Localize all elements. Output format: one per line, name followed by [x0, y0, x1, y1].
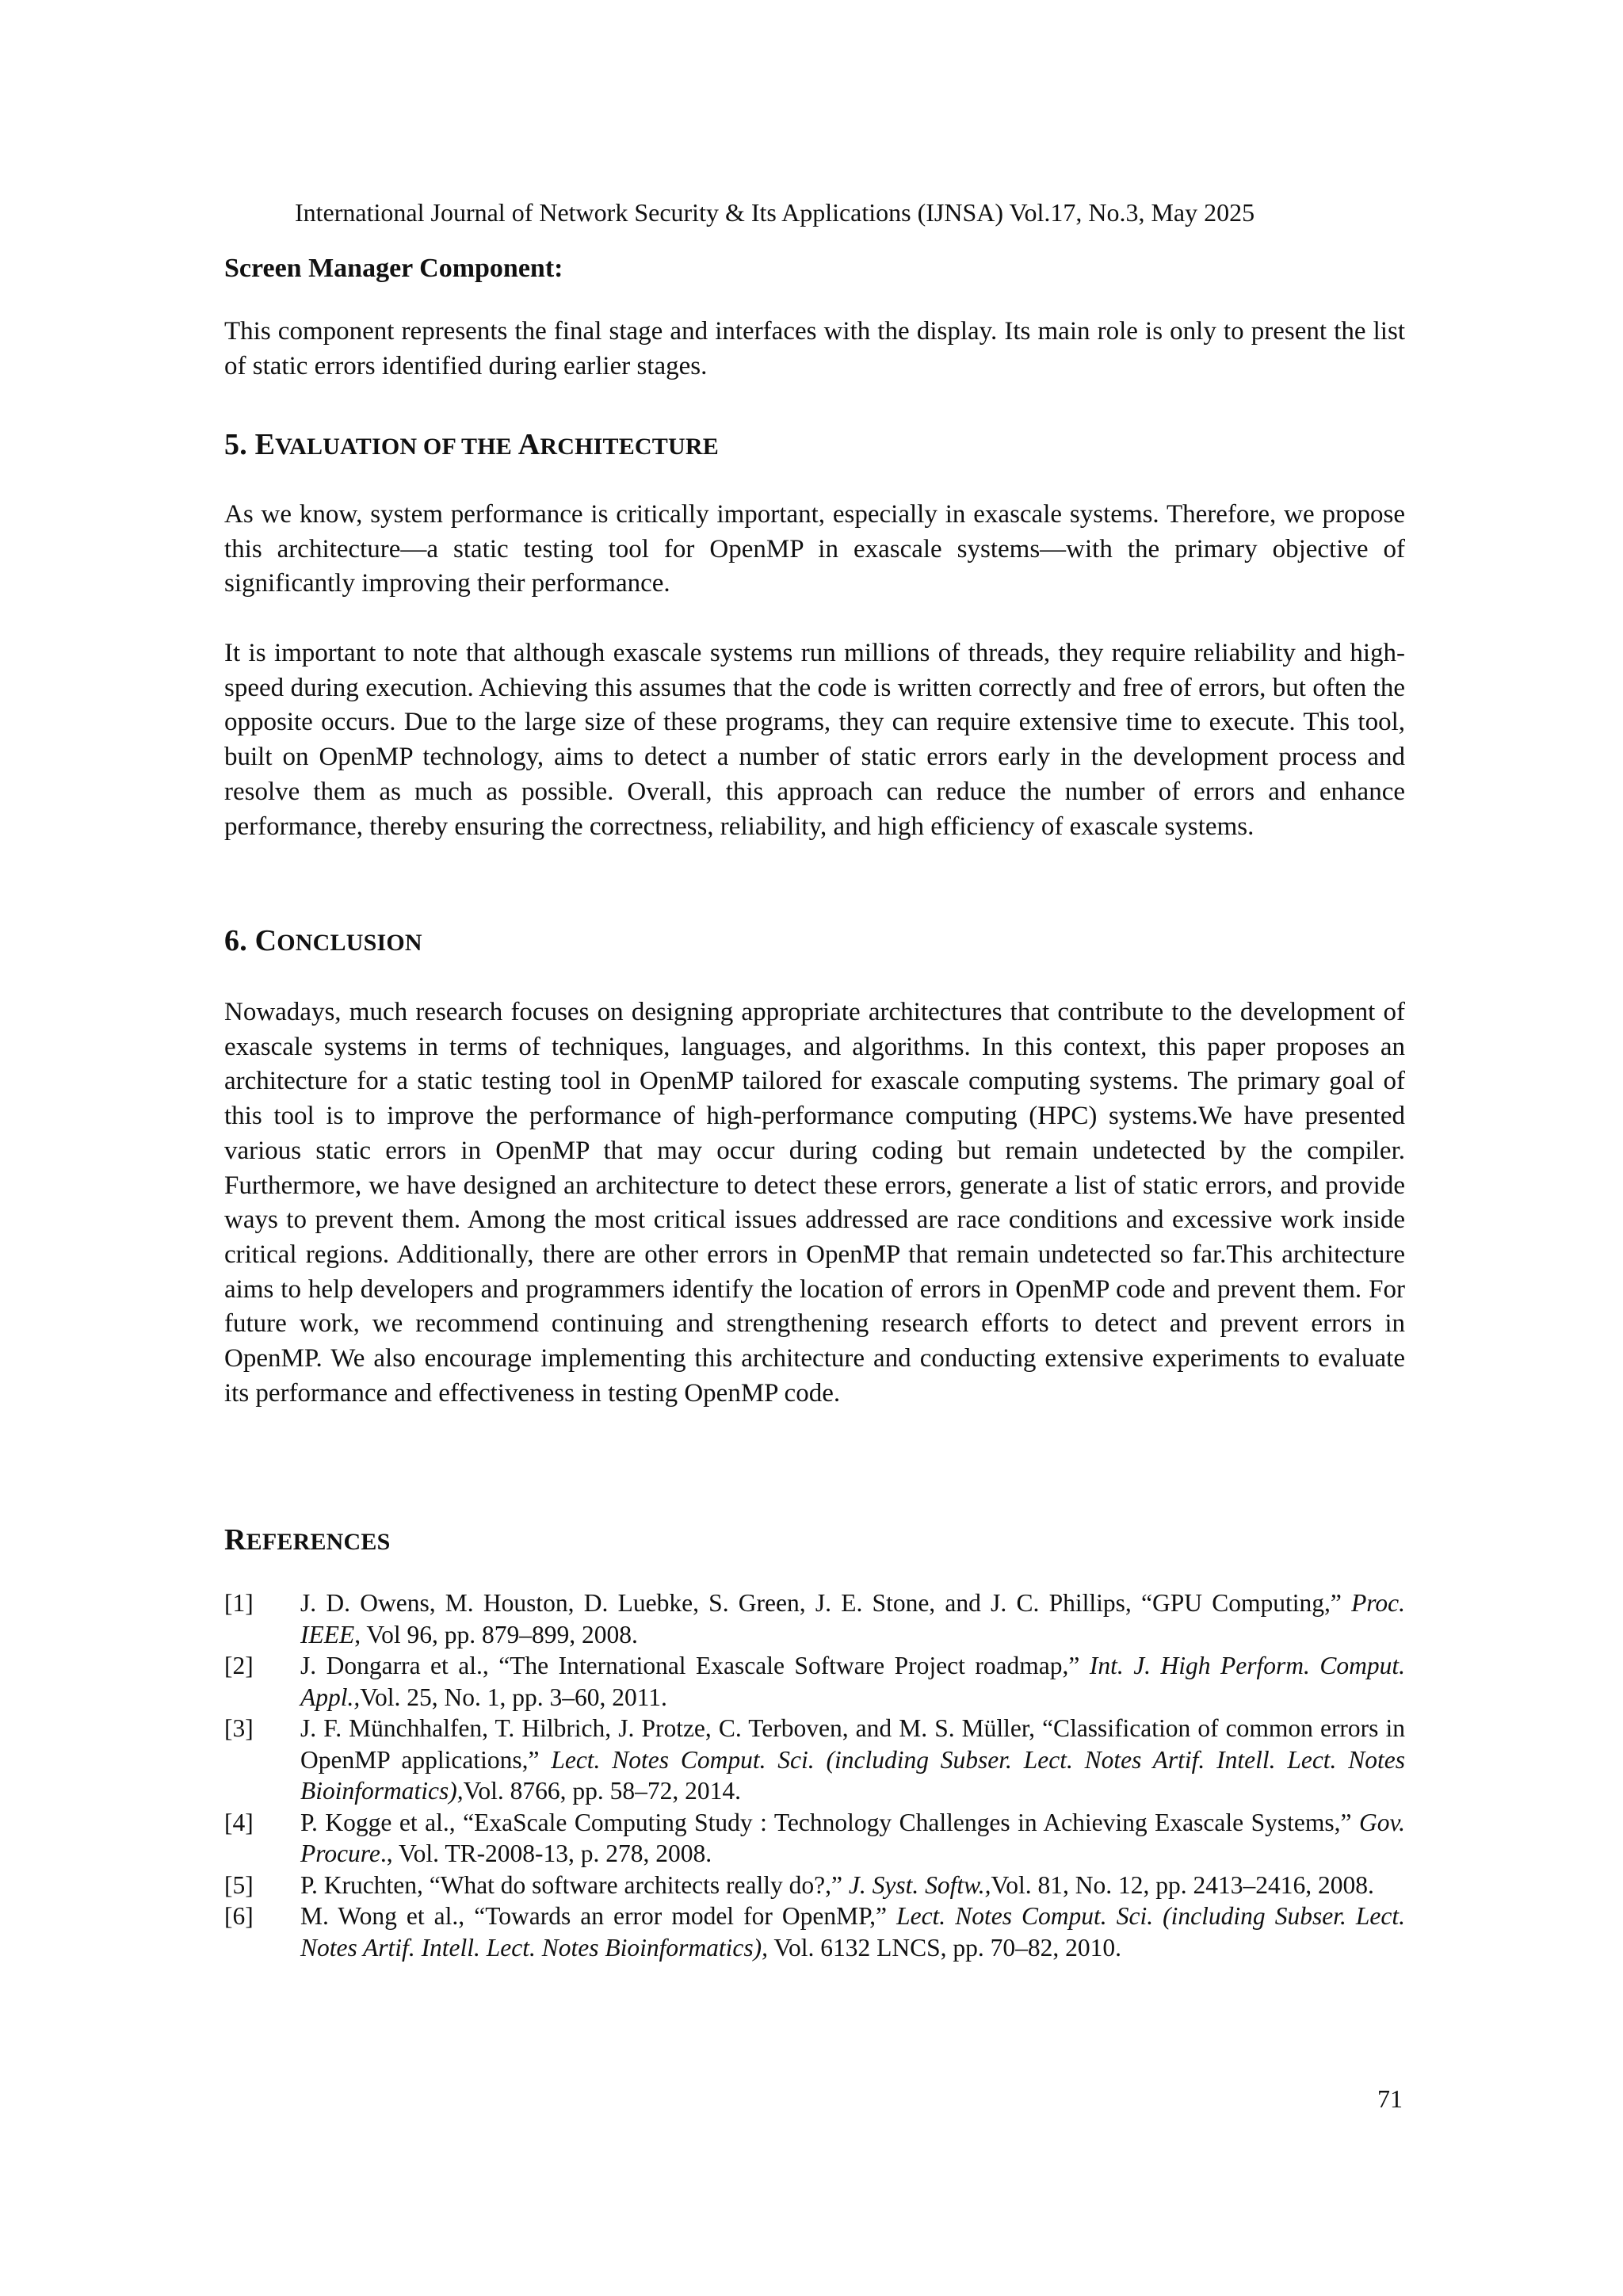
references-title-rest: EFERENCES: [246, 1529, 391, 1555]
reference-number: [1]: [224, 1589, 254, 1617]
reference-number: [6]: [224, 1902, 254, 1930]
reference-authors-title: P. Kogge et al., “ExaScale Computing Study : Technology Challenges in Achieving Exascale Systems,”: [300, 1808, 1359, 1836]
reference-text: [300, 1713, 1405, 1807]
reference-venue: Lect. Notes Comput. Sci. (including Subser. Lect. Notes Artif. Intell. Lect. Notes Bioinformatics),: [300, 1902, 1405, 1962]
section-5-number: 5.: [224, 428, 255, 461]
reference-venue: J. Syst. Softw.,: [848, 1870, 991, 1899]
reference-venue: Int. J. High Perform. Comput. Appl.,: [300, 1652, 1405, 1711]
section-5-title-part2: RCHITECTURE: [540, 434, 719, 460]
reference-details: Vol. 81, No. 12, pp. 2413–2416, 2008.: [991, 1870, 1374, 1899]
reference-authors-title: M. Wong et al., “Towards an error model for OpenMP,”: [300, 1902, 897, 1930]
reference-item: [224, 1587, 1405, 1650]
reference-details: ., Vol. TR-2008-13, p. 278, 2008.: [380, 1839, 712, 1867]
section-6-title-cap-c: C: [254, 924, 277, 957]
references-list: [224, 1587, 1405, 1963]
reference-text: [300, 1807, 1405, 1870]
reference-text: [300, 1587, 1405, 1650]
section-6-number: 6.: [224, 924, 255, 957]
reference-item: [224, 1650, 1405, 1713]
reference-authors-title: J. Dongarra et al., “The International Exascale Software Project roadmap,”: [300, 1652, 1090, 1679]
references-heading: [224, 1521, 391, 1561]
section-5-title-cap-a: A: [517, 428, 540, 461]
section-5-heading: [224, 426, 719, 466]
section-5-title-part1: VALUATION OF THE: [275, 434, 518, 460]
running-header: International Journal of Network Security & Its Applications (IJNSA) Vol.17, No.3, May 2025: [295, 198, 1255, 227]
reference-text: [300, 1650, 1405, 1713]
reference-text: [300, 1870, 1405, 1901]
reference-item: [224, 1870, 1405, 1901]
reference-item: [224, 1901, 1405, 1963]
reference-number: [4]: [224, 1808, 254, 1836]
page-number: 71: [1377, 2084, 1403, 2113]
reference-venue: Gov. Procure: [300, 1808, 1405, 1867]
screen-manager-paragraph-block: [224, 315, 1405, 384]
screen-manager-heading: Screen Manager Component:: [224, 254, 563, 283]
reference-details: Vol. 8766, pp. 58–72, 2014.: [463, 1777, 741, 1805]
reference-details: Vol. 25, No. 1, pp. 3–60, 2011.: [360, 1683, 667, 1711]
section-5-paragraph-2-block: [224, 636, 1405, 844]
reference-number: [2]: [224, 1652, 254, 1679]
references-title-cap-r: R: [224, 1523, 246, 1557]
section-5-paragraph-1-block: [224, 498, 1405, 602]
reference-authors-title: P. Kruchten, “What do software architects really do?,”: [300, 1870, 849, 1899]
reference-number: [5]: [224, 1870, 254, 1899]
section-5-paragraph-2: It is important to note that although exascale systems run millions of threads, they require reliability and high-speed during execution. Achieving this assumes that the code is written correctly and free of errors, but often the opposite occurs. Due to the large size of these programs, they can require extensive time to execute. This tool, built on OpenMP technology, aims to detect a number of static errors early in the development process and resolve them as much as possible. Overall, this approach can reduce the number of errors and enhance performance, thereby ensuring the correctness, reliability, and high efficiency of exascale systems.: [224, 639, 1405, 841]
reference-details: , Vol 96, pp. 879–899, 2008.: [354, 1620, 638, 1648]
section-6-heading: [224, 922, 422, 962]
reference-venue: Proc. IEEE: [300, 1589, 1405, 1648]
section-6-paragraph-block: [224, 995, 1405, 1411]
reference-authors-title: J. F. Münchhalfen, T. Hilbrich, J. Protze, C. Terboven, and M. S. Müller, “Classification of common errors in OpenMP applications,”: [300, 1714, 1405, 1774]
section-6-title-rest: ONCLUSION: [277, 930, 422, 956]
reference-venue: Lect. Notes Comput. Sci. (including Subser. Lect. Notes Artif. Intell. Lect. Notes Bioinformatics),: [300, 1745, 1406, 1805]
reference-item: [224, 1807, 1405, 1870]
reference-text: [300, 1901, 1405, 1963]
section-5-paragraph-1: As we know, system performance is critically important, especially in exascale systems. Therefore, we propose this architecture—a static testing tool for OpenMP in exascale systems—with the primary objective of significantly improving their performance.: [224, 500, 1405, 598]
section-6-paragraph: Nowadays, much research focuses on designing appropriate architectures that contribute to the development of exascale systems in terms of techniques, languages, and algorithms. In this context, this paper proposes an architecture for a static testing tool in OpenMP tailored for exascale computing systems. The primary goal of this tool is to improve the performance of high-performance computing (HPC) systems.We have presented various static errors in OpenMP that may occur during coding but remain undetected by the compiler. Furthermore, we have designed an architecture to detect these errors, generate a list of static errors, and provide ways to prevent them. Among the most critical issues addressed are race conditions and excessive work inside critical regions. Additionally, there are other errors in OpenMP that remain undetected so far.This architecture aims to help developers and programmers identify the location of errors in OpenMP code and prevent them. For future work, we recommend continuing and strengthening research efforts to detect and prevent errors in OpenMP. We also encourage implementing this architecture and conducting extensive experiments to evaluate its performance and effectiveness in testing OpenMP code.: [224, 998, 1405, 1408]
section-5-title-cap-e: E: [254, 428, 276, 461]
reference-item: [224, 1713, 1405, 1807]
reference-details: Vol. 6132 LNCS, pp. 70–82, 2010.: [768, 1933, 1122, 1962]
screen-manager-paragraph: This component represents the final stage and interfaces with the display. Its main role is only to present the list of static errors identified during earlier stages.: [224, 317, 1405, 380]
reference-number: [3]: [224, 1714, 254, 1742]
reference-authors-title: J. D. Owens, M. Houston, D. Luebke, S. Green, J. E. Stone, and J. C. Phillips, “GPU Computing,”: [300, 1589, 1352, 1617]
